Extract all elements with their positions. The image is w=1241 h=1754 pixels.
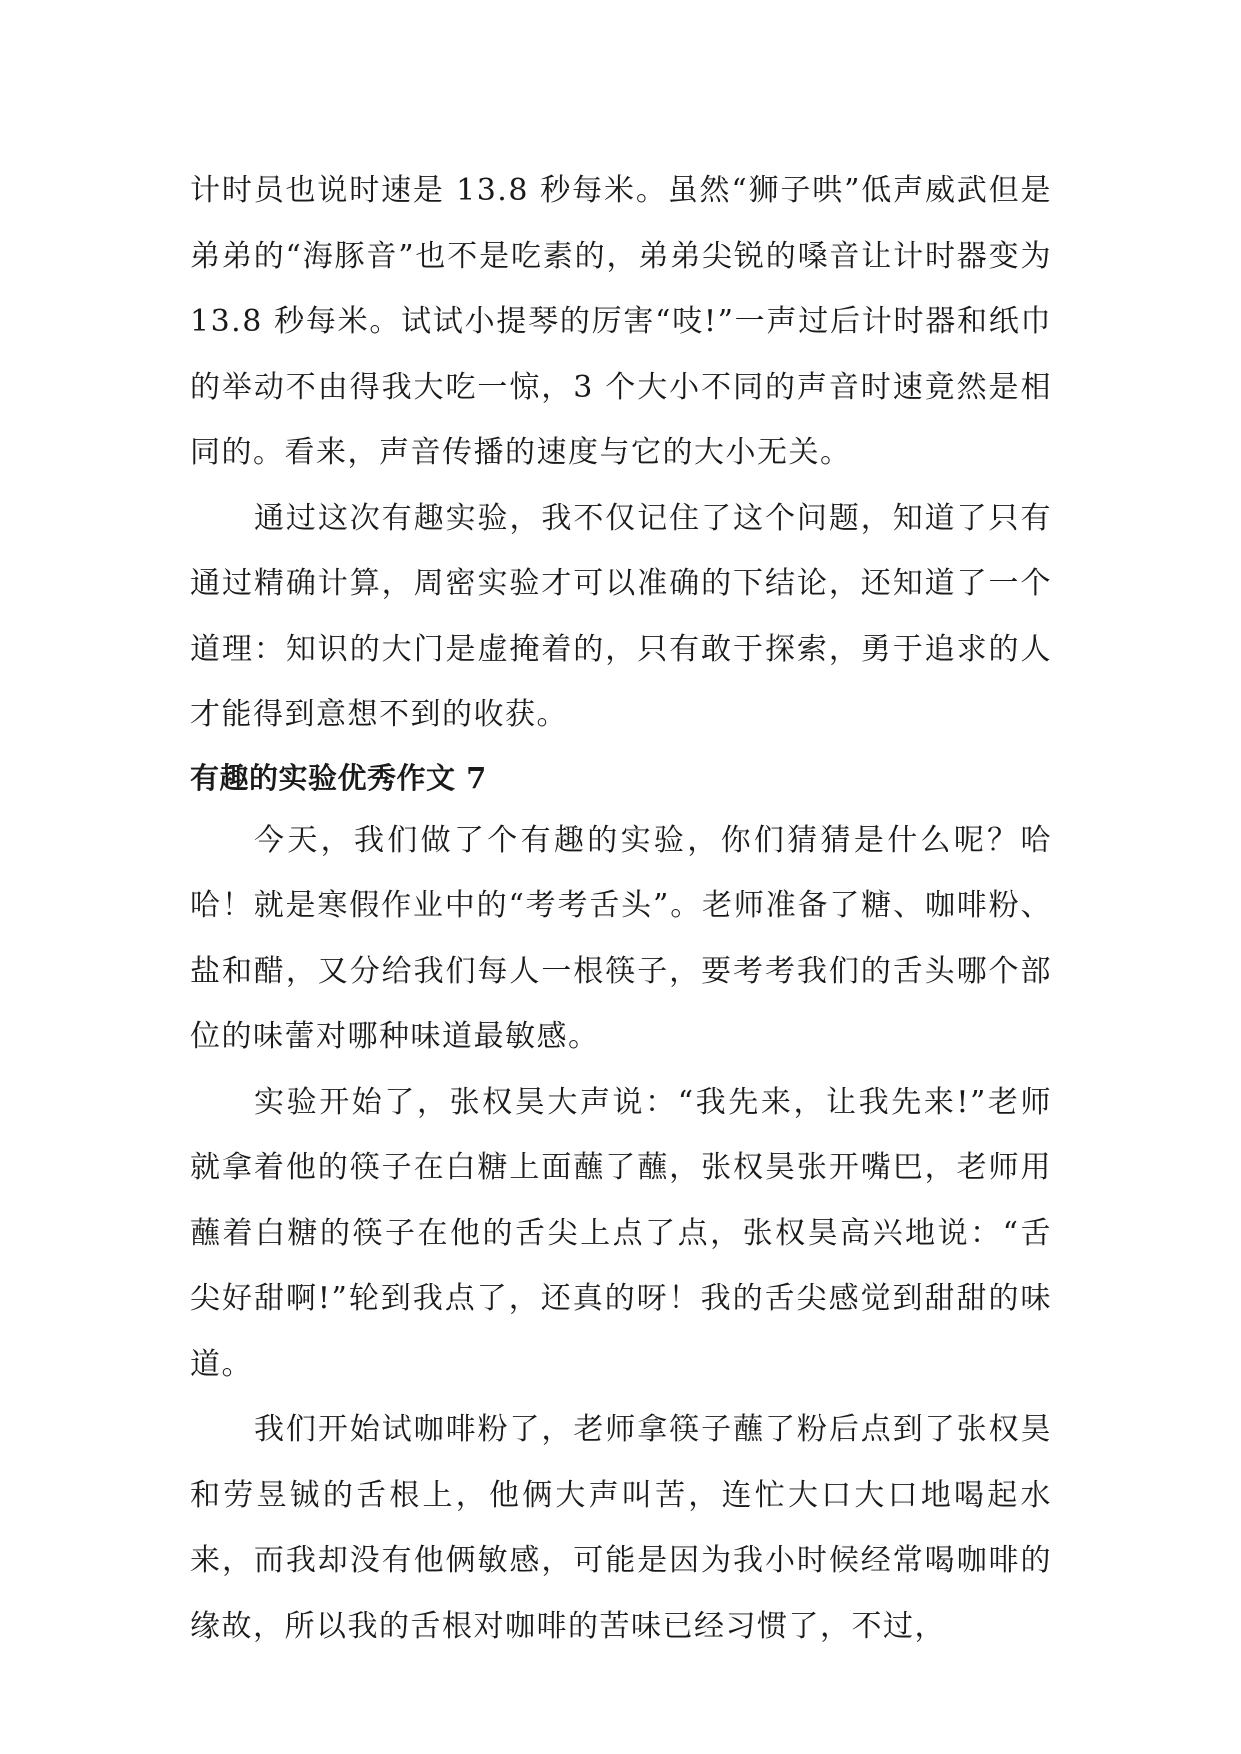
paragraph-sweet-test: 实验开始了，张权昊大声说：“我先来，让我先来!”老师就拿着他的筷子在白糖上面蘸了蘸，张权昊张开嘴巴，老师用蘸着白糖的筷子在他的舌尖上点了点，张权昊高兴地说：“舌尖好甜啊!”轮到我点了，还真的呀！我的舌尖感觉到甜甜的味道。 <box>190 1084 1052 1382</box>
paragraph-coffee-test: 我们开始试咖啡粉了，老师拿筷子蘸了粉后点到了张权昊和劳昱铖的舌根上，他俩大声叫苦，连忙大口大口地喝起水来，而我却没有他俩敏感，可能是因为我小时候经常喝咖啡的缘故，所以我的舌根对咖啡的苦味已经习惯了，不过， <box>190 1412 1052 1644</box>
paragraph-continued: 计时员也说时速是 13.8 秒每米。虽然“狮子哄”低声威武但是弟弟的“海豚音”也不是吃素的，弟弟尖锐的嗓音让计时器变为 13.8 秒每米。试试小提琴的厉害“吱!”一声过后计时器和纸巾的举动不由得我大吃一惊，3 个大小不同的声音时速竟然是相同的。看来，声音传播的速度与它的大小无关。 <box>190 173 1052 470</box>
paragraph-intro: 今天，我们做了个有趣的实验，你们猜猜是什么呢？哈哈！就是寒假作业中的“考考舌头”。老师准备了糖、咖啡粉、盐和醋，又分给我们每人一根筷子，要考考我们的舌头哪个部位的味蕾对哪种味道最敏感。 <box>190 822 1052 1054</box>
document-body <box>190 158 1052 1659</box>
paragraph-conclusion: 通过这次有趣实验，我不仅记住了这个问题，知道了只有通过精确计算，周密实验才可以准确的下结论，还知道了一个道理：知识的大门是虚掩着的，只有敢于探索，勇于追求的人才能得到意想不到的收获。 <box>190 500 1052 732</box>
section-title: 有趣的实验优秀作文 7 <box>190 760 487 795</box>
